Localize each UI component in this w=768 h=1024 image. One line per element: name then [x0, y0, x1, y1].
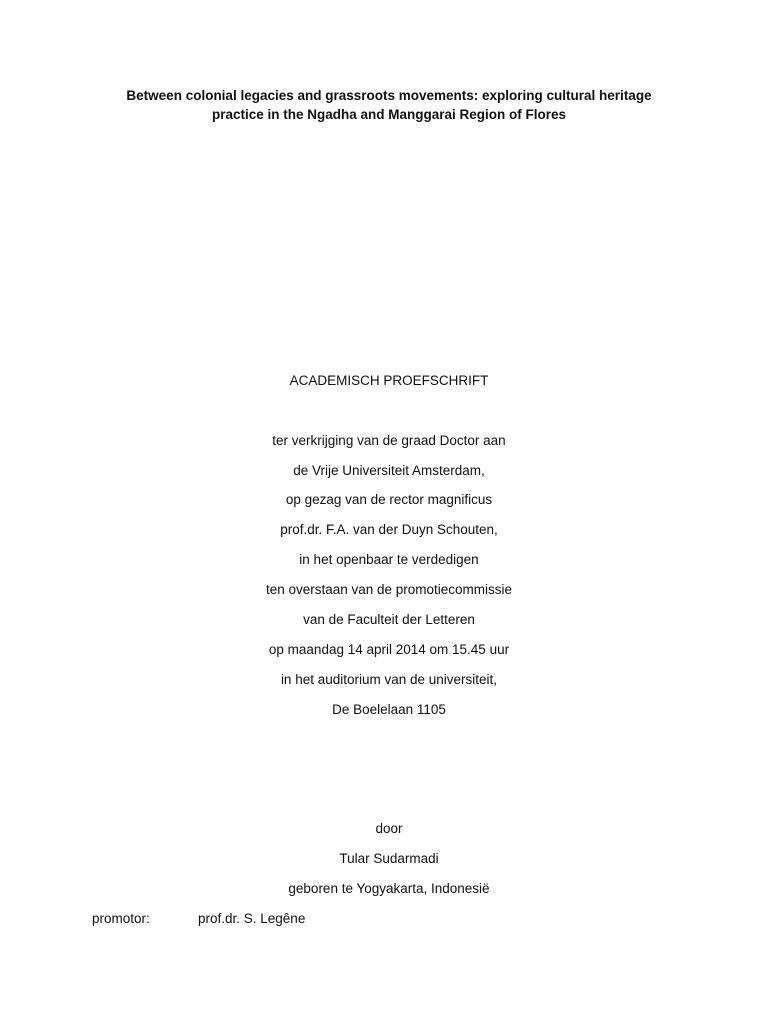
body-line-7: van de Faculteit der Letteren [303, 612, 475, 627]
body-line-2: de Vrije Universiteit Amsterdam, [293, 463, 485, 478]
title-line-1: Between colonial legacies and grassroots movements: exploring cultural heritage [126, 88, 652, 103]
document-heading: ACADEMISCH PROEFSCHRIFT [289, 373, 489, 388]
promotor-value: prof.dr. S. Legêne [198, 911, 306, 926]
document-title [60, 86, 718, 124]
body-line-10: De Boelelaan 1105 [332, 702, 446, 717]
title-line-2: practice in the Ngadha and Manggarai Region of Flores [211, 107, 567, 122]
promotor-label: promotor: [92, 911, 150, 926]
body-line-4: prof.dr. F.A. van der Duyn Schouten, [280, 522, 498, 537]
author-birthplace: geboren te Yogyakarta, Indonesië [288, 881, 490, 896]
body-line-5: in het openbaar te verdedigen [299, 552, 479, 567]
body-line-9: in het auditorium van de universiteit, [280, 672, 498, 687]
body-line-3: op gezag van de rector magnificus [285, 492, 493, 507]
author-line-door: door [375, 821, 403, 836]
body-line-8: op maandag 14 april 2014 om 15.45 uur [268, 642, 510, 657]
author-name: Tular Sudarmadi [339, 851, 439, 866]
body-line-6: ten overstaan van de promotiecommissie [265, 582, 513, 597]
body-line-1: ter verkrijging van de graad Doctor aan [272, 433, 506, 448]
